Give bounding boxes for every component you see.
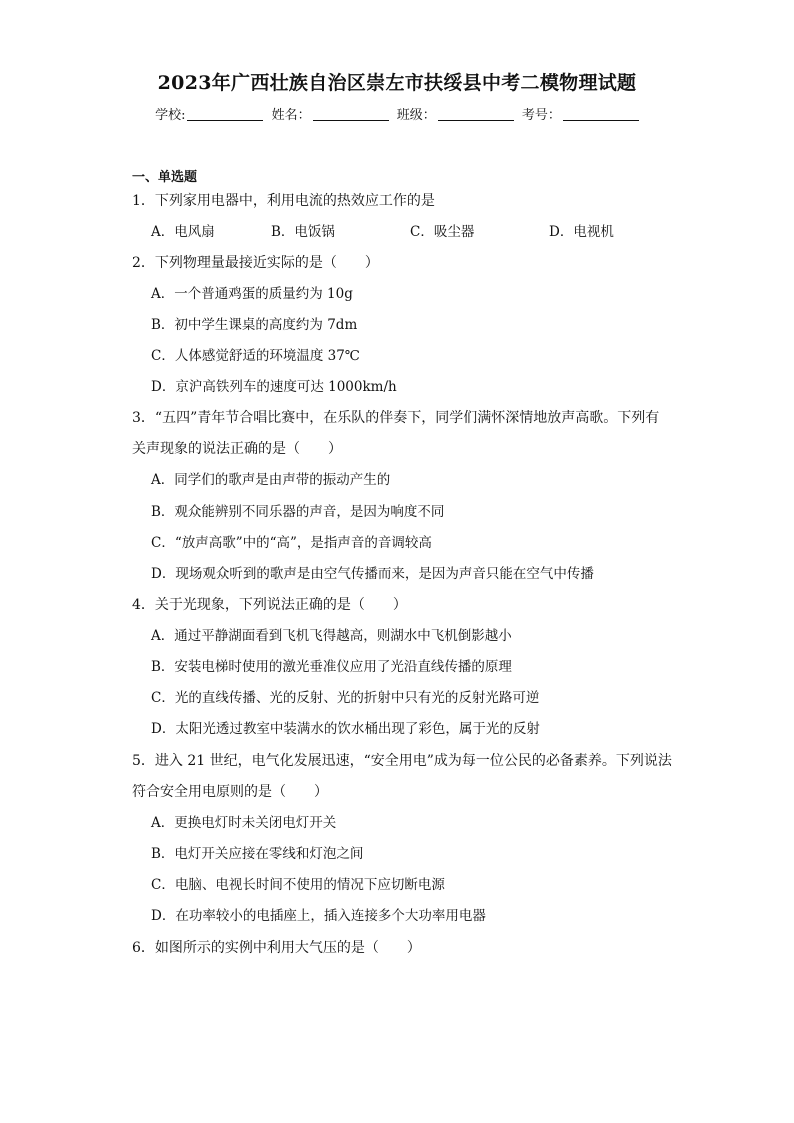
question-2-option-d: D．京沪高铁列车的速度可达 1000km/h <box>151 379 397 395</box>
question-1-stem: 1．下列家用电器中，利用电流的热效应工作的是 <box>132 193 435 209</box>
school-field <box>155 104 263 123</box>
question-5-option-c: C．电脑、电视长时间不使用的情况下应切断电源 <box>151 877 445 893</box>
name-blank <box>313 108 389 121</box>
school-blank <box>187 108 263 121</box>
question-1-option-a: A．电风扇 <box>151 224 215 240</box>
question-4-stem: 4．关于光现象，下列说法正确的是（ ） <box>132 597 407 613</box>
question-5-option-a: A．更换电灯时未关闭电灯开关 <box>151 815 337 831</box>
class-blank <box>438 108 514 121</box>
question-2-option-a: A．一个普通鸡蛋的质量约为 10g <box>151 286 353 302</box>
question-2-stem: 2．下列物理量最接近实际的是（ ） <box>132 255 379 271</box>
number-field <box>522 104 639 123</box>
question-1-option-b: B．电饭锅 <box>271 224 335 240</box>
student-info-row <box>0 104 794 123</box>
question-3-option-b: B．观众能辨别不同乐器的声音，是因为响度不同 <box>151 504 445 520</box>
question-4-option-a: A．通过平静湖面看到飞机飞得越高，则湖水中飞机倒影越小 <box>151 628 512 644</box>
question-4-option-d: D．太阳光透过教室中装满水的饮水桶出现了彩色，属于光的反射 <box>151 721 540 737</box>
number-blank <box>563 108 639 121</box>
class-label: 班级： <box>396 108 436 123</box>
question-3-stem-line-1: 3．“五四”青年节合唱比赛中，在乐队的伴奏下，同学们满怀深情地放声高歌。下列有 <box>132 410 660 426</box>
question-2-option-b: B．初中学生课桌的高度约为 7dm <box>151 317 358 333</box>
name-label: 姓名： <box>271 108 311 123</box>
question-1-option-d: D．电视机 <box>549 224 614 240</box>
question-1-option-c: C．吸尘器 <box>410 224 475 240</box>
question-3-option-a: A．同学们的歌声是由声带的振动产生的 <box>151 472 391 488</box>
question-4-option-c: C．光的直线传播、光的反射、光的折射中只有光的反射光路可逆 <box>151 690 540 706</box>
question-5-stem-line-1: 5．进入 21 世纪，电气化发展迅速，“安全用电”成为每一位公民的必备素养。下列说法 <box>132 753 672 769</box>
question-5-stem-line-2: 符合安全用电原则的是（ ） <box>132 784 328 800</box>
section-heading: 一、单选题 <box>132 170 198 185</box>
question-3-option-d: D．现场观众听到的歌声是由空气传播而来，是因为声音只能在空气中传播 <box>151 566 594 582</box>
question-2-option-c: C．人体感觉舒适的环境温度 37℃ <box>151 348 360 364</box>
question-4-option-b: B．安装电梯时使用的激光垂准仪应用了光沿直线传播的原理 <box>151 659 512 675</box>
question-3-option-c: C．“放声高歌”中的“高”，是指声音的音调较高 <box>151 535 432 551</box>
question-5-option-d: D．在功率较小的电插座上，插入连接多个大功率用电器 <box>151 908 486 924</box>
class-field <box>397 104 514 123</box>
number-label: 考号： <box>521 108 561 123</box>
name-field <box>272 104 389 123</box>
question-5-option-b: B．电灯开关应接在零线和灯泡之间 <box>151 846 364 862</box>
page-title: 2023年广西壮族自治区崇左市扶绥县中考二模物理试题 <box>157 72 637 94</box>
question-3-stem-line-2: 关声现象的说法正确的是（ ） <box>132 441 342 457</box>
school-label: 学校: <box>155 108 186 123</box>
question-6-stem: 6．如图所示的实例中利用大气压的是（ ） <box>132 940 421 956</box>
